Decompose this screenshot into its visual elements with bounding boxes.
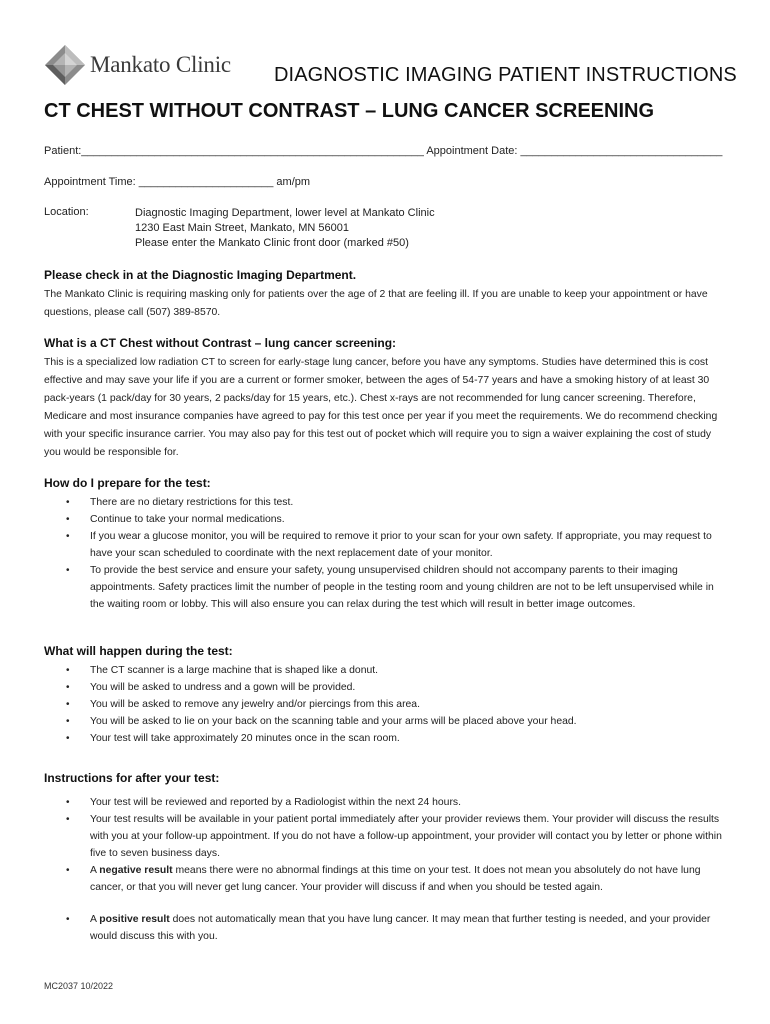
list-item: • The CT scanner is a large machine that is shaped like a donut. — [44, 662, 726, 679]
bullet-icon: • — [66, 665, 70, 676]
checkin-body: The Mankato Clinic is requiring masking only for patients over the age of 2 that are feeling ill. If you are unable to keep your appointment or have questions, please call (507) 389-8570. — [44, 289, 708, 318]
during-section — [44, 644, 726, 747]
bullet-icon: • — [66, 531, 70, 542]
bullet-icon: • — [66, 914, 70, 925]
during-list — [44, 662, 726, 747]
during-heading: What will happen during the test: — [44, 644, 233, 658]
bullet-icon: • — [66, 682, 70, 693]
after-list — [44, 794, 726, 945]
bullet-icon: • — [66, 514, 70, 525]
location-line: Diagnostic Imaging Department, lower level at Mankato Clinic — [135, 207, 435, 219]
checkin-heading: Please check in at the Diagnostic Imaging Department. — [44, 268, 357, 282]
bullet-icon: • — [66, 797, 70, 808]
list-item: • A negative result means there were no abnormal findings at this time on your test. It does not mean you absolutely do not have lung cancer, or that you will never get lung cancer. Your provider will discuss if and when you should be tested again. — [44, 862, 726, 896]
location-line: Please enter the Mankato Clinic front door (marked #50) — [135, 237, 409, 249]
list-item: • Continue to take your normal medications. — [44, 511, 726, 528]
list-item: • If you wear a glucose monitor, you will be required to remove it prior to your scan for your own safety. If appropriate, you may request to have your scan scheduled to coordinate with the next replacement date of your monitor. — [44, 528, 726, 562]
what-is-heading: What is a CT Chest without Contrast – lung cancer screening: — [44, 336, 397, 350]
location-address — [135, 206, 435, 251]
logo-text: Mankato Clinic — [90, 52, 231, 77]
list-item: • There are no dietary restrictions for this test. — [44, 494, 726, 511]
bullet-icon: • — [66, 716, 70, 727]
negative-result-term: negative result — [99, 865, 173, 876]
list-item: • You will be asked to undress and a gown will be provided. — [44, 679, 726, 696]
what-is-body: This is a specialized low radiation CT to screen for early-stage lung cancer, before you have any symptoms. Studies have determined this is cost effective and may save your life if you are a current or former smoker, between the ages of 54-77 years and have a smoking history of at least 30 pack-years (1 pack/day for 30 years, 2 packs/day for 15 years, etc.). Chest x-rays are not recommended for lung cancer screening. Therefore, Medicare and most insurance companies have agreed to pay for this test once per year if you meet the requirements. We do recommend checking with your specific insurance carrier. You may also pay for this test out of pocket which will require you to sign a waiver explaining the cost of study you would be responsible for. — [44, 357, 718, 458]
location-line: 1230 East Main Street, Mankato, MN 56001 — [135, 222, 350, 234]
clinic-logo — [44, 44, 231, 86]
checkin-section — [44, 268, 726, 322]
bullet-icon: • — [66, 814, 70, 825]
document-heading: DIAGNOSTIC IMAGING PATIENT INSTRUCTIONS — [274, 64, 737, 86]
list-item: • You will be asked to lie on your back on the scanning table and your arms will be placed above your head. — [44, 713, 726, 730]
prepare-heading: How do I prepare for the test: — [44, 476, 211, 490]
bullet-icon: • — [66, 733, 70, 744]
what-is-section — [44, 336, 726, 462]
after-heading: Instructions for after your test: — [44, 771, 220, 785]
location-label: Location: — [44, 206, 89, 218]
patient-and-date-field: Patient:________________________________________________________ Appointment Date: _________________________________ — [44, 145, 723, 157]
after-section — [44, 771, 726, 945]
form-code: MC2037 10/2022 — [44, 981, 114, 991]
list-item: • To provide the best service and ensure your safety, young unsupervised children should not accompany parents to their imaging appointments. Safety practices limit the number of people in the testing room and young children are not to be left unsupervised while in the waiting room or lobby. This will also ensure you can relax during the test which will result in better image outcomes. — [44, 562, 726, 613]
prepare-section — [44, 476, 726, 613]
bullet-icon: • — [66, 699, 70, 710]
appointment-time-field: Appointment Time: ______________________ am/pm — [44, 176, 311, 188]
prepare-list — [44, 494, 726, 613]
bullet-icon: • — [66, 497, 70, 508]
list-item: • A positive result does not automatically mean that you have lung cancer. It may mean that further testing is needed, and your provider would discuss this with you. — [44, 911, 726, 945]
header — [44, 42, 737, 94]
list-item: • Your test will be reviewed and reported by a Radiologist within the next 24 hours. — [44, 794, 726, 811]
bullet-icon: • — [66, 565, 70, 576]
clinic-logo-icon — [44, 44, 86, 86]
positive-result-term: positive result — [99, 914, 170, 925]
bullet-icon: • — [66, 865, 70, 876]
list-item: • Your test will take approximately 20 minutes once in the scan room. — [44, 730, 726, 747]
list-item: • Your test results will be available in your patient portal immediately after your provider reviews them. Your provider will discuss the results with you at your follow-up appointment. If you do not have a follow-up appointment, your provider will contact you by letter or phone within five to seven business days. — [44, 811, 726, 862]
list-item: • You will be asked to remove any jewelry and/or piercings from this area. — [44, 696, 726, 713]
page-title: CT CHEST WITHOUT CONTRAST – LUNG CANCER SCREENING — [44, 100, 654, 122]
